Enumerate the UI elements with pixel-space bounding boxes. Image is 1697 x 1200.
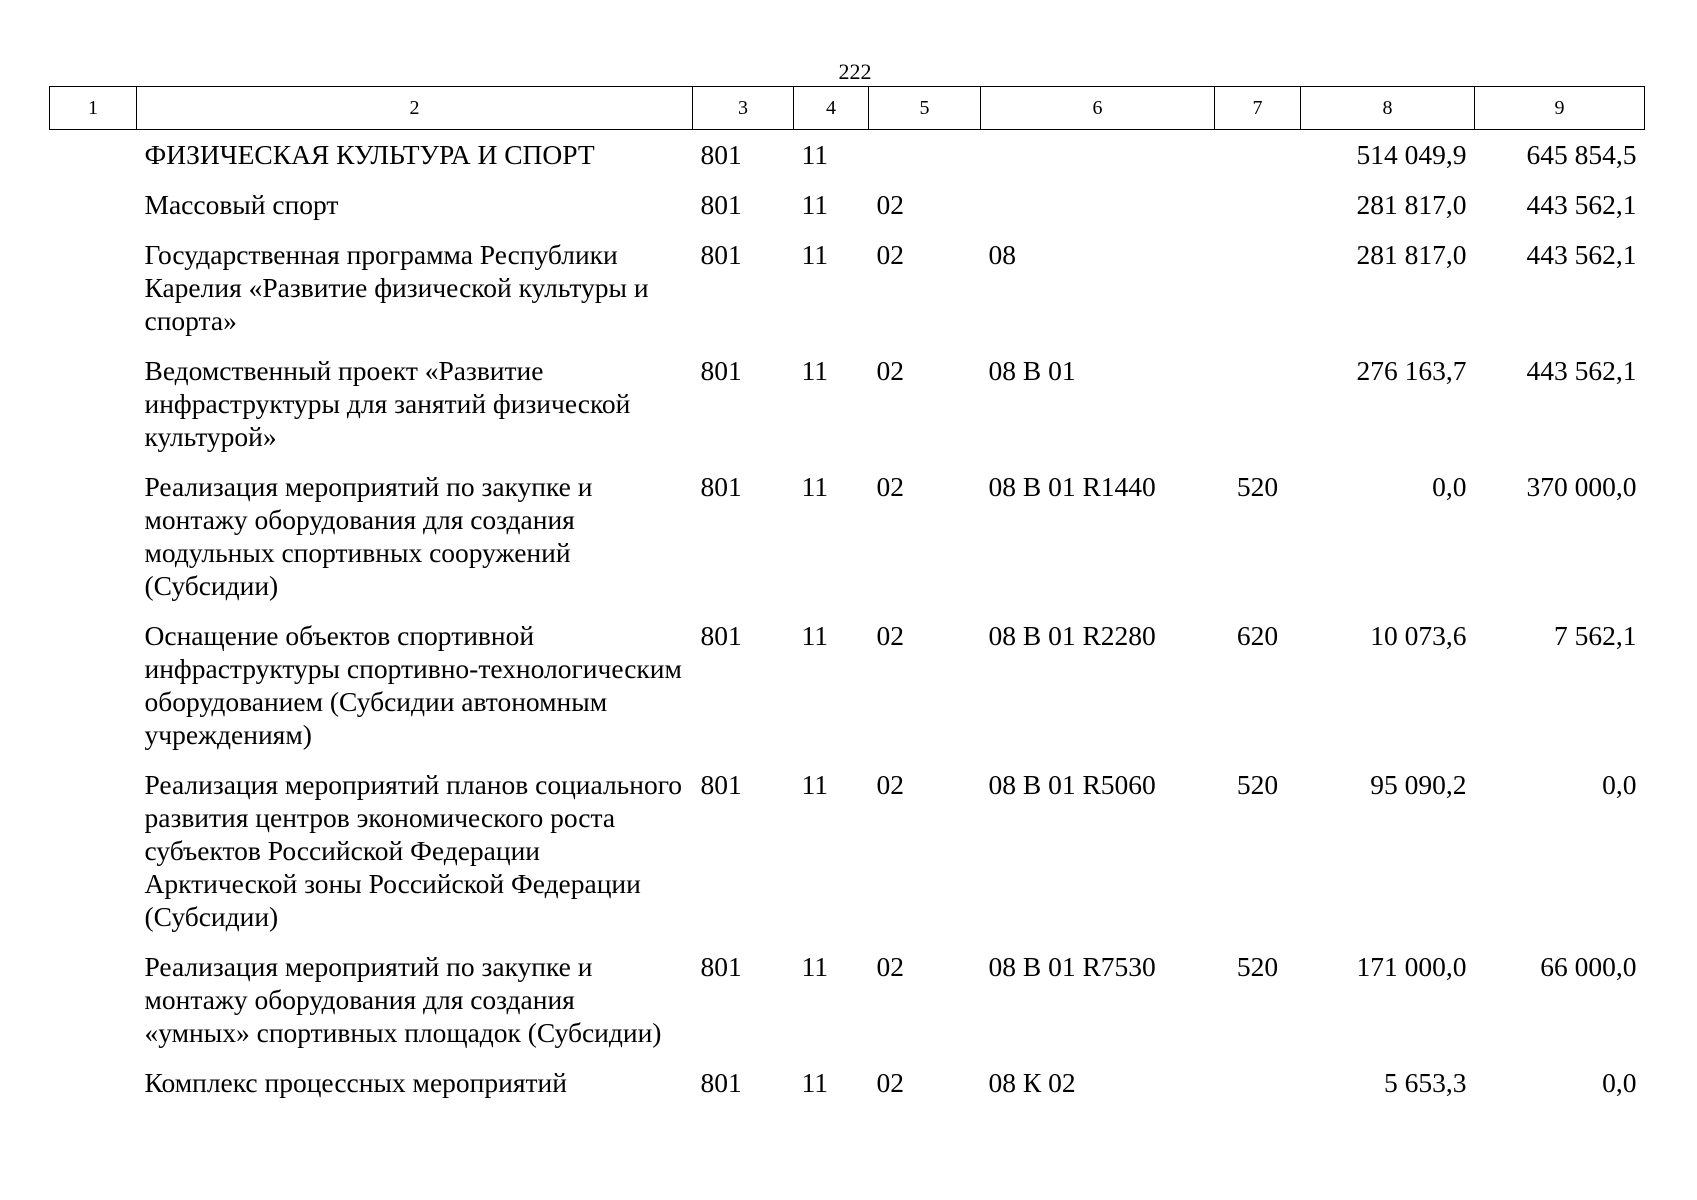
cell-name: ФИЗИЧЕСКАЯ КУЛЬТУРА И СПОРТ — [144, 139, 595, 170]
cell-col6: 08 В 01 — [988, 355, 1076, 386]
cell-name: Государственная программа Республики Карелия «Развитие физической культуры и спорта» — [144, 239, 649, 336]
cell-name: Массовый спорт — [144, 189, 339, 220]
cell-col7 — [1215, 130, 1301, 183]
column-header-7: 7 — [1215, 87, 1301, 130]
column-header-6: 6 — [981, 87, 1215, 130]
cell-col7 — [1215, 348, 1301, 464]
cell-col3: 801 — [700, 189, 742, 220]
cell-col9: 443 562,1 — [1526, 189, 1637, 220]
cell-col8: 95 090,2 — [1370, 769, 1467, 800]
cell-col9: 7 562,1 — [1554, 620, 1637, 651]
cell-col9: 0,0 — [1602, 1067, 1637, 1098]
column-header-4: 4 — [794, 87, 869, 130]
column-header-8: 8 — [1301, 87, 1475, 130]
cell-col6 — [981, 182, 1215, 232]
table-row — [50, 944, 1645, 1060]
cell-col4: 11 — [801, 139, 828, 170]
table-row — [50, 130, 1645, 183]
cell-col6: 08 В 01 R5060 — [988, 769, 1156, 800]
cell-col9: 443 562,1 — [1526, 239, 1637, 270]
column-header-5: 5 — [869, 87, 981, 130]
cell-name: Реализация мероприятий планов социального развития центров экономического роста субъектов Российской Федерации Арктической зоны Российской Федерации (Субсидии) — [144, 769, 683, 932]
cell-col8: 281 817,0 — [1356, 239, 1467, 270]
cell-col4: 11 — [801, 471, 828, 502]
cell-col7: 520 — [1236, 951, 1279, 982]
table-row — [50, 232, 1645, 348]
cell-col9: 645 854,5 — [1526, 139, 1637, 170]
cell-col4: 11 — [801, 355, 828, 386]
cell-col1 — [50, 348, 137, 464]
cell-col7 — [1215, 182, 1301, 232]
cell-col9: 66 000,0 — [1540, 951, 1637, 982]
cell-col9: 443 562,1 — [1526, 355, 1637, 386]
table-row — [50, 348, 1645, 464]
cell-col8: 171 000,0 — [1356, 951, 1467, 982]
cell-col9: 370 000,0 — [1526, 471, 1637, 502]
column-header-2: 2 — [137, 87, 693, 130]
table-row — [50, 182, 1645, 232]
cell-col1 — [50, 182, 137, 232]
cell-col7: 520 — [1236, 471, 1279, 502]
cell-col5: 02 — [876, 1067, 904, 1098]
cell-col1 — [50, 613, 137, 762]
cell-col8: 0,0 — [1432, 471, 1467, 502]
column-header-9: 9 — [1475, 87, 1645, 130]
cell-col5: 02 — [876, 769, 904, 800]
cell-col1 — [50, 130, 137, 183]
cell-col8: 10 073,6 — [1370, 620, 1467, 651]
cell-col3: 801 — [700, 139, 742, 170]
cell-col6: 08 В 01 R7530 — [988, 951, 1156, 982]
cell-name: Реализация мероприятий по закупке и монтажу оборудования для создания модульных спортивных сооружений (Субсидии) — [144, 471, 593, 601]
table-row — [50, 762, 1645, 944]
cell-col6: 08 К 02 — [988, 1067, 1076, 1098]
cell-col3: 801 — [700, 769, 742, 800]
cell-col5 — [869, 130, 981, 183]
cell-col7: 620 — [1236, 620, 1279, 651]
cell-col5: 02 — [876, 620, 904, 651]
cell-col3: 801 — [700, 239, 742, 270]
column-header-1: 1 — [50, 87, 137, 130]
cell-col5: 02 — [876, 239, 904, 270]
cell-col6: 08 — [988, 239, 1016, 270]
header-row — [50, 87, 1645, 130]
cell-col7: 520 — [1236, 769, 1279, 800]
cell-col8: 276 163,7 — [1356, 355, 1467, 386]
cell-col7 — [1215, 1060, 1301, 1110]
cell-col8: 281 817,0 — [1356, 189, 1467, 220]
cell-col7 — [1215, 232, 1301, 348]
cell-col3: 801 — [700, 355, 742, 386]
cell-col6: 08 В 01 R2280 — [988, 620, 1156, 651]
table-row — [50, 1060, 1645, 1110]
cell-col8: 514 049,9 — [1356, 139, 1467, 170]
cell-name: Комплекс процессных мероприятий — [144, 1067, 567, 1098]
cell-col1 — [50, 464, 137, 613]
cell-col3: 801 — [700, 1067, 742, 1098]
cell-col4: 11 — [801, 1067, 828, 1098]
cell-col4: 11 — [801, 189, 828, 220]
cell-name: Реализация мероприятий по закупке и монтажу оборудования для создания «умных» спортивных площадок (Субсидии) — [144, 951, 662, 1048]
cell-col5: 02 — [876, 189, 904, 220]
cell-col1 — [50, 232, 137, 348]
cell-col6 — [981, 130, 1215, 183]
cell-name: Оснащение объектов спортивной инфраструктуры спортивно-технологическим оборудованием (Субсидии автономным учреждениям) — [144, 620, 682, 750]
table-row — [50, 464, 1645, 613]
cell-col1 — [50, 944, 137, 1060]
page-number: 222 — [838, 59, 872, 84]
table-row — [50, 613, 1645, 762]
column-header-3: 3 — [693, 87, 794, 130]
cell-col5: 02 — [876, 355, 904, 386]
cell-col8: 5 653,3 — [1384, 1067, 1467, 1098]
cell-col1 — [50, 1060, 137, 1110]
budget-table — [49, 86, 1645, 1110]
cell-col4: 11 — [801, 620, 828, 651]
cell-name: Ведомственный проект «Развитие инфраструктуры для занятий физической культурой» — [144, 355, 631, 452]
cell-col9: 0,0 — [1602, 769, 1637, 800]
cell-col4: 11 — [801, 769, 828, 800]
cell-col4: 11 — [801, 951, 828, 982]
cell-col6: 08 В 01 R1440 — [988, 471, 1156, 502]
cell-col3: 801 — [700, 620, 742, 651]
cell-col5: 02 — [876, 471, 904, 502]
cell-col3: 801 — [700, 471, 742, 502]
cell-col1 — [50, 762, 137, 944]
cell-col5: 02 — [876, 951, 904, 982]
cell-col4: 11 — [801, 239, 828, 270]
cell-col3: 801 — [700, 951, 742, 982]
